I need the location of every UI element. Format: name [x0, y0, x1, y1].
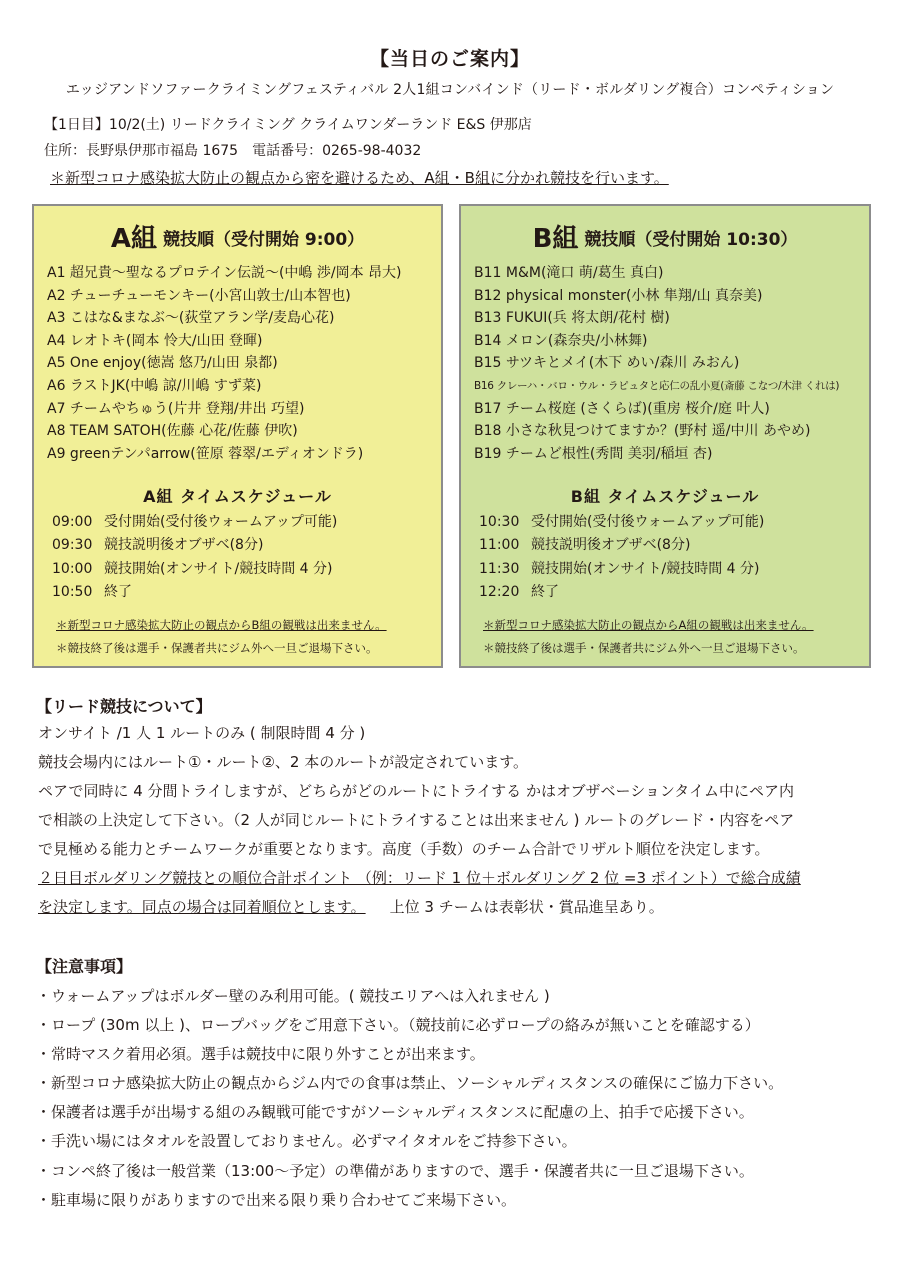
caution-item: ・常時マスク着用必須。選手は競技中に限り外すことが出来ます。 [36, 1045, 485, 1064]
schedule-row [52, 534, 337, 557]
team-item: B14 メロン(森奈央/小林舞) [474, 332, 648, 349]
schedule-row [479, 581, 764, 604]
team-item: B11 M&M(滝口 萌/葛生 真白) [474, 265, 664, 281]
cautions-section-title: 【注意事項】 [36, 957, 133, 976]
address-line: 住所：長野県伊那市福島 1675 電話番号：0265-98-4032 [44, 143, 422, 159]
schedule-text: 競技説明後オブザベ(8分) [104, 537, 264, 554]
group-a-spectating-note: ＊新型コロナ感染拡大防止の観点からB組の観戦は出来ません。 [56, 618, 387, 632]
team-item: B19 チームど根性(秀間 美羽/稲垣 杏) [474, 445, 713, 462]
caution-item: ・コンペ終了後は一般営業（13:00〜予定）の準備がありますので、選手・保護者共に一旦ご退場下さい。 [36, 1161, 754, 1180]
schedule-time: 09:00 [52, 514, 93, 530]
team-item: A4 レオトキ(岡本 怜大/山田 登暉) [47, 332, 263, 349]
group-b-box [459, 204, 871, 668]
group-a-box [32, 204, 443, 668]
team-item: B17 チーム桜庭 (さくらば)(重房 桜介/庭 叶人) [474, 400, 770, 417]
group-b-order-label: 競技順（受付開始 10:30） [584, 230, 798, 250]
group-b-name: B組 [532, 224, 579, 254]
caution-item: ・ロープ (30m 以上 )、ロープバッグをご用意下さい。（競技前に必ずロープの絡みが無いことを確認する） [36, 1016, 760, 1035]
team-item: A9 greenテンパarrow(笹原 蓉翠/エディオンドラ) [47, 445, 364, 462]
team-item: A6 ラストJK(中嶋 諒/川嶋 すず菜) [47, 377, 262, 394]
lead-line: で相談の上決定して下さい。（2 人が同じルートにトライすることは出来ません ) ルートのグレード・内容をペア [38, 811, 795, 829]
caution-item: ・新型コロナ感染拡大防止の観点からジム内での食事は禁止、ソーシャルディスタンスの確保にご協力下さい。 [36, 1074, 784, 1093]
team-item: A8 TEAM SATOH(佐藤 心花/佐藤 伊吹) [47, 423, 298, 440]
schedule-text: 受付開始(受付後ウォームアップ可能) [531, 514, 765, 530]
lead-line: 競技会場内にはルート①・ルート②、2 本のルートが設定されています。 [38, 753, 529, 771]
lead-ranking-rule: を決定します。同点の場合は同着順位とします。 [38, 898, 366, 916]
schedule-row [479, 558, 764, 581]
schedule-row [479, 534, 764, 557]
caution-item: ・手洗い場にはタオルを設置しておりません。必ずマイタオルをご持参下さい。 [36, 1132, 577, 1151]
lead-line: オンサイト /1 人 1 ルートのみ ( 制限時間 4 分 ) [38, 724, 366, 742]
schedule-row [479, 511, 764, 534]
team-item: A2 チューチューモンキー(小宮山敦士/山本智也) [47, 287, 351, 304]
team-item: B13 FUKUI(兵 将太朗/花村 樹) [474, 310, 670, 327]
schedule-text: 競技開始(オンサイト/競技時間 4 分) [104, 560, 333, 577]
schedule-text: 受付開始(受付後ウォームアップ可能) [104, 514, 338, 530]
team-item: B12 physical monster(小林 隼翔/山 真奈美) [474, 287, 763, 304]
document-title: 【当日のご案内】 [369, 48, 530, 70]
schedule-time: 10:30 [479, 514, 520, 530]
lead-line [38, 896, 664, 917]
schedule-row [52, 511, 337, 534]
schedule-time: 10:00 [52, 560, 93, 577]
group-a-name: A組 [110, 224, 157, 254]
event-subtitle: エッジアンドソファークライミングフェスティバル 2人1組コンバインド（リード・ボルダリング複合）コンペティション [65, 82, 835, 98]
day-one-line: 【1日目】10/2(土) リードクライミング クライムワンダーランド E&S 伊那店 [44, 117, 532, 133]
team-item: A7 チームやちゅう(片井 登翔/井出 巧望) [47, 400, 305, 417]
team-item: B15 サツキとメイ(木下 めい/森川 みおん) [474, 355, 740, 372]
lead-line: で見極める能力とチームワークが重要となります。高度（手数）のチーム合計でリザルト順位を決定します。 [38, 840, 770, 858]
caution-item: ・保護者は選手が出場する組のみ観戦可能ですがソーシャルディスタンスに配慮の上、拍手で応援下さい。 [36, 1103, 754, 1122]
group-b-heading [461, 218, 869, 255]
group-a-schedule [52, 511, 337, 604]
caution-item: ・ウォームアップはボルダー壁のみ利用可能。( 競技エリアへは入れません ) [36, 987, 550, 1005]
group-split-notice: ＊新型コロナ感染拡大防止の観点から密を避けるため、A組・B組に分かれ競技を行います。 [50, 169, 669, 187]
schedule-row [52, 558, 337, 581]
group-a-team-list [47, 262, 402, 465]
group-b-schedule [479, 511, 764, 604]
schedule-text: 競技説明後オブザベ(8分) [531, 537, 691, 554]
group-b-schedule-title: B組 タイムスケジュール [570, 487, 760, 506]
group-a-order-label: 競技順（受付開始 9:00） [162, 230, 365, 250]
cautions-list [36, 982, 783, 1215]
schedule-text: 終了 [104, 583, 132, 600]
caution-item: ・駐車場に限りがありますので出来る限り乗り合わせてご来場下さい。 [36, 1190, 517, 1209]
group-a-schedule-title: A組 タイムスケジュール [143, 487, 332, 506]
team-item: B16 クレーハ・バロ・ウル・ラピュタと応仁の乱小夏(斎藤 こなつ/木津 くれは) [474, 379, 840, 392]
group-b-exit-note: ＊競技終了後は選手・保護者共にジム外へ一旦ご退場下さい。 [483, 641, 805, 655]
schedule-time: 12:20 [479, 583, 520, 600]
group-a-heading [34, 218, 441, 255]
schedule-time: 09:30 [52, 537, 93, 554]
team-item: A5 One enjoy(徳嵩 悠乃/山田 泉都) [47, 355, 278, 372]
team-item: A1 超兄貴〜聖なるプロテイン伝説〜(中嶋 渉/岡本 昂大) [47, 265, 402, 281]
schedule-text: 終了 [531, 583, 559, 600]
lead-section-title: 【リード競技について】 [36, 697, 212, 716]
team-item: A3 こはな&まなぶ〜(荻堂アラン学/麦島心花) [47, 310, 335, 327]
team-item: B18 小さな秋見つけてますか？(野村 遥/中川 あやめ) [474, 423, 811, 440]
award-note: 上位 3 チームは表彰状・賞品進呈あり。 [389, 898, 664, 916]
lead-line: ペアで同時に 4 分間トライしますが、どちらがどのルートにトライする かはオブザベーションタイム中にペア内 [38, 782, 795, 800]
schedule-row [52, 581, 337, 604]
schedule-time: 11:30 [479, 560, 520, 577]
schedule-time: 11:00 [479, 537, 520, 554]
schedule-time: 10:50 [52, 583, 93, 600]
group-a-exit-note: ＊競技終了後は選手・保護者共にジム外へ一旦ご退場下さい。 [56, 641, 378, 655]
group-b-team-list [474, 262, 839, 465]
schedule-text: 競技開始(オンサイト/競技時間 4 分) [531, 560, 760, 577]
group-b-spectating-note: ＊新型コロナ感染拡大防止の観点からA組の観戦は出来ません。 [483, 618, 814, 632]
lead-line: ２日目ボルダリング競技との順位合計ポイント （例：リード 1 位＋ボルダリング 2 位 =3 ポイント）で総合成績 [38, 869, 801, 887]
